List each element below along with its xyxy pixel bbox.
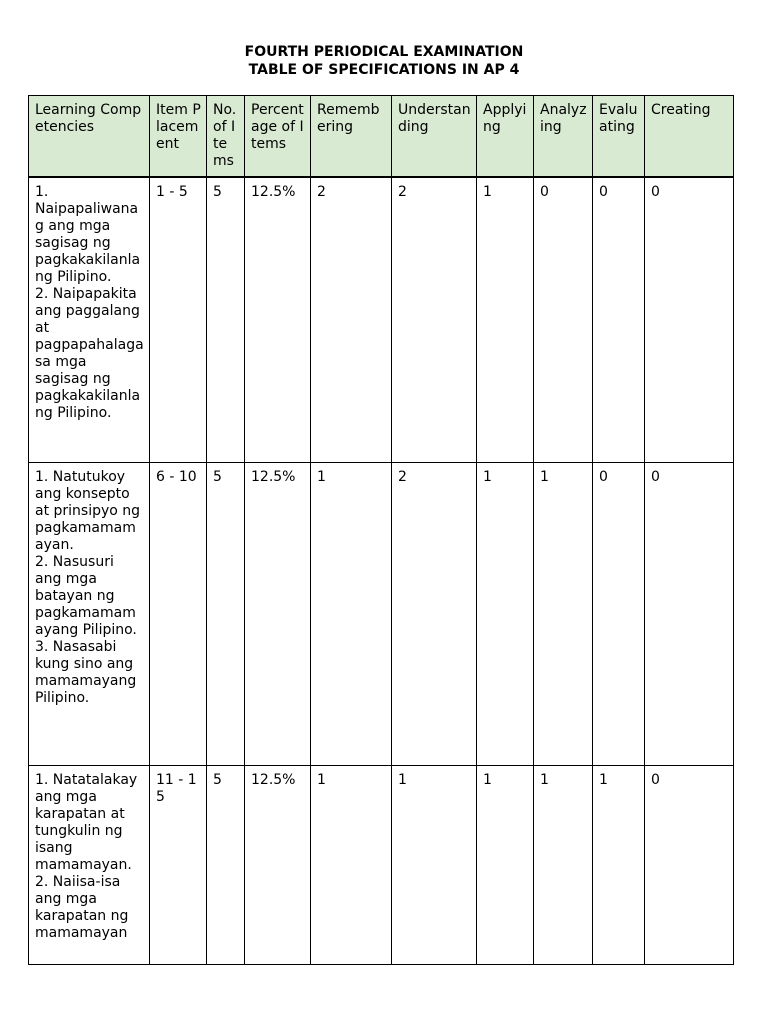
header-evaluating: Evaluating — [593, 96, 645, 178]
no-of-items-cell: 5 — [207, 177, 245, 463]
header-applying: Applying — [477, 96, 534, 178]
document-title — [0, 43, 768, 79]
evaluating-cell: 1 — [593, 766, 645, 965]
header-remembering: Remembering — [311, 96, 392, 178]
evaluating-cell: 0 — [593, 463, 645, 766]
applying-cell: 1 — [477, 177, 534, 463]
applying-cell: 1 — [477, 463, 534, 766]
table-header-row — [29, 96, 734, 178]
competency-item: 1. Natatalakay ang mga karapatan at tungkulin ng isang mamamayan. — [35, 772, 138, 873]
understanding-cell: 2 — [392, 177, 477, 463]
competency-item: 2. Nasusuri ang mga batayan ng pagkamamamayang Pilipino. — [35, 554, 137, 638]
applying-cell: 1 — [477, 766, 534, 965]
header-no-of-items: No. of Items — [207, 96, 245, 178]
creating-cell: 0 — [645, 766, 734, 965]
competencies-cell — [29, 766, 150, 965]
understanding-cell: 1 — [392, 766, 477, 965]
table-of-specifications — [28, 95, 734, 965]
header-percentage-of-items: Percentage of Items — [245, 96, 311, 178]
percentage-cell: 12.5% — [245, 177, 311, 463]
analyzing-cell: 1 — [534, 463, 593, 766]
table-row — [29, 177, 734, 463]
evaluating-cell: 0 — [593, 177, 645, 463]
competencies-cell — [29, 463, 150, 766]
title-line-1: FOURTH PERIODICAL EXAMINATION — [244, 44, 524, 60]
competency-item: 2. Naiisa-isa ang mga karapatan ng mamamayan — [35, 874, 129, 941]
competencies-cell — [29, 177, 150, 463]
header-understanding: Understanding — [392, 96, 477, 178]
no-of-items-cell: 5 — [207, 766, 245, 965]
item-placement-cell: 11 - 15 — [150, 766, 207, 965]
title-line-2: TABLE OF SPECIFICATIONS IN AP 4 — [248, 62, 520, 78]
analyzing-cell: 0 — [534, 177, 593, 463]
item-placement-cell: 6 - 10 — [150, 463, 207, 766]
understanding-cell: 2 — [392, 463, 477, 766]
header-analyzing: Analyzing — [534, 96, 593, 178]
percentage-cell: 12.5% — [245, 766, 311, 965]
no-of-items-cell: 5 — [207, 463, 245, 766]
remembering-cell: 2 — [311, 177, 392, 463]
item-placement-cell: 1 - 5 — [150, 177, 207, 463]
header-creating: Creating — [645, 96, 734, 178]
header-learning-competencies: Learning Competencies — [29, 96, 150, 178]
remembering-cell: 1 — [311, 766, 392, 965]
percentage-cell: 12.5% — [245, 463, 311, 766]
remembering-cell: 1 — [311, 463, 392, 766]
creating-cell: 0 — [645, 177, 734, 463]
competency-item: 1. Natutukoy ang konsepto at prinsipyo ng pagkamamamayan. — [35, 469, 141, 553]
competency-item: 3. Nasasabi kung sino ang mamamayang Pilipino. — [35, 639, 137, 706]
table-row — [29, 463, 734, 766]
header-item-placement: Item Placement — [150, 96, 207, 178]
competency-item: 2. Naipapakita ang paggalang at pagpapahalaga sa mga sagisag ng pagkakakilanlang Pilipino. — [35, 286, 144, 421]
table-row — [29, 766, 734, 965]
creating-cell: 0 — [645, 463, 734, 766]
analyzing-cell: 1 — [534, 766, 593, 965]
competency-item: 1. Naipapaliwanag ang mga sagisag ng pagkakakilanlang Pilipino. — [35, 184, 141, 285]
